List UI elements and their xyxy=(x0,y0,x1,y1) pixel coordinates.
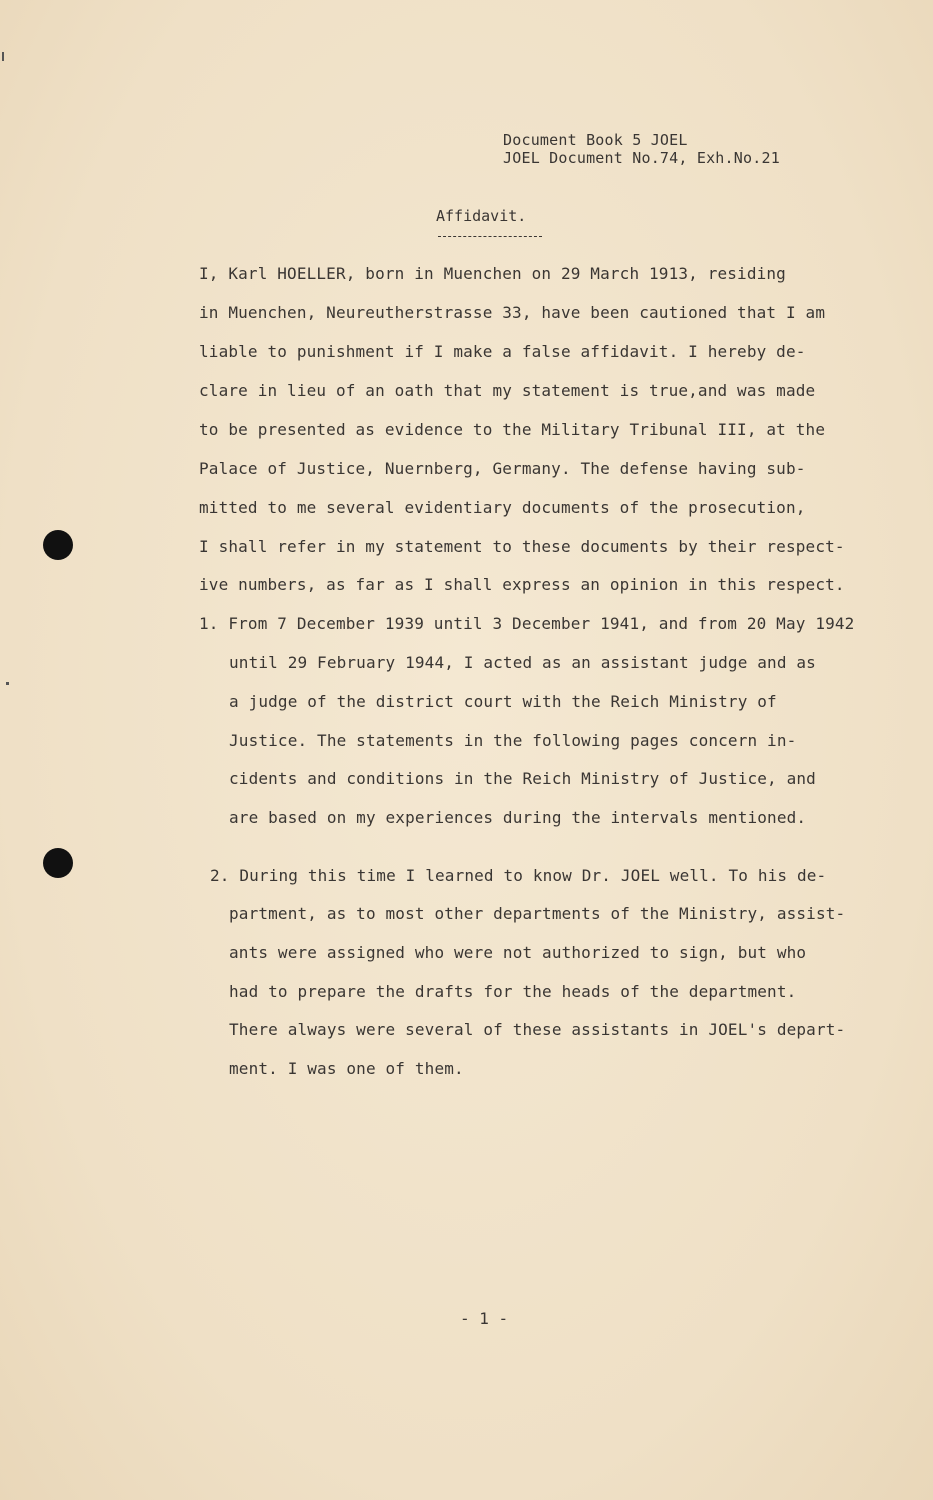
document-title: Affidavit. xyxy=(436,207,527,225)
header-document-number: JOEL Document No.74, Exh.No.21 xyxy=(503,149,780,167)
text-line: There always were several of these assistants in JOEL's depart- xyxy=(229,1020,846,1039)
text-line: clare in lieu of an oath that my statement is true,and was made xyxy=(199,381,816,400)
text-line: until 29 February 1944, I acted as an assistant judge and as xyxy=(229,653,816,672)
text-line: I, Karl HOELLER, born in Muenchen on 29 March 1913, residing xyxy=(199,264,786,283)
text-line: 2. During this time I learned to know Dr. JOEL well. To his de- xyxy=(210,866,827,885)
text-line: Palace of Justice, Nuernberg, Germany. The defense having sub- xyxy=(199,459,806,478)
page-number: - 1 - xyxy=(460,1309,509,1328)
text-line: a judge of the district court with the Reich Ministry of xyxy=(229,692,777,711)
punch-hole-lower xyxy=(43,848,73,878)
text-line: liable to punishment if I make a false affidavit. I hereby de- xyxy=(199,342,806,361)
text-line: ment. I was one of them. xyxy=(229,1059,464,1078)
punch-hole-upper xyxy=(43,530,73,560)
title-underline xyxy=(438,236,542,237)
text-line: had to prepare the drafts for the heads of the department. xyxy=(229,982,797,1001)
text-line: Justice. The statements in the following pages concern in- xyxy=(229,731,797,750)
header-document-book: Document Book 5 JOEL xyxy=(503,131,688,149)
text-line: mitted to me several evidentiary documents of the prosecution, xyxy=(199,498,806,517)
scan-mark xyxy=(2,52,4,61)
text-line: I shall refer in my statement to these documents by their respect- xyxy=(199,537,845,556)
text-line: in Muenchen, Neureutherstrasse 33, have been cautioned that I am xyxy=(199,303,826,322)
scan-mark xyxy=(6,682,9,685)
text-line: 1. From 7 December 1939 until 3 December 1941, and from 20 May 1942 xyxy=(199,614,855,633)
text-line: are based on my experiences during the intervals mentioned. xyxy=(229,808,807,827)
text-line: ive numbers, as far as I shall express an opinion in this respect. xyxy=(199,575,845,594)
text-line: cidents and conditions in the Reich Ministry of Justice, and xyxy=(229,769,816,788)
text-line: ants were assigned who were not authorized to sign, but who xyxy=(229,943,807,962)
text-line: partment, as to most other departments of the Ministry, assist- xyxy=(229,904,846,923)
text-line: to be presented as evidence to the Military Tribunal III, at the xyxy=(199,420,826,439)
